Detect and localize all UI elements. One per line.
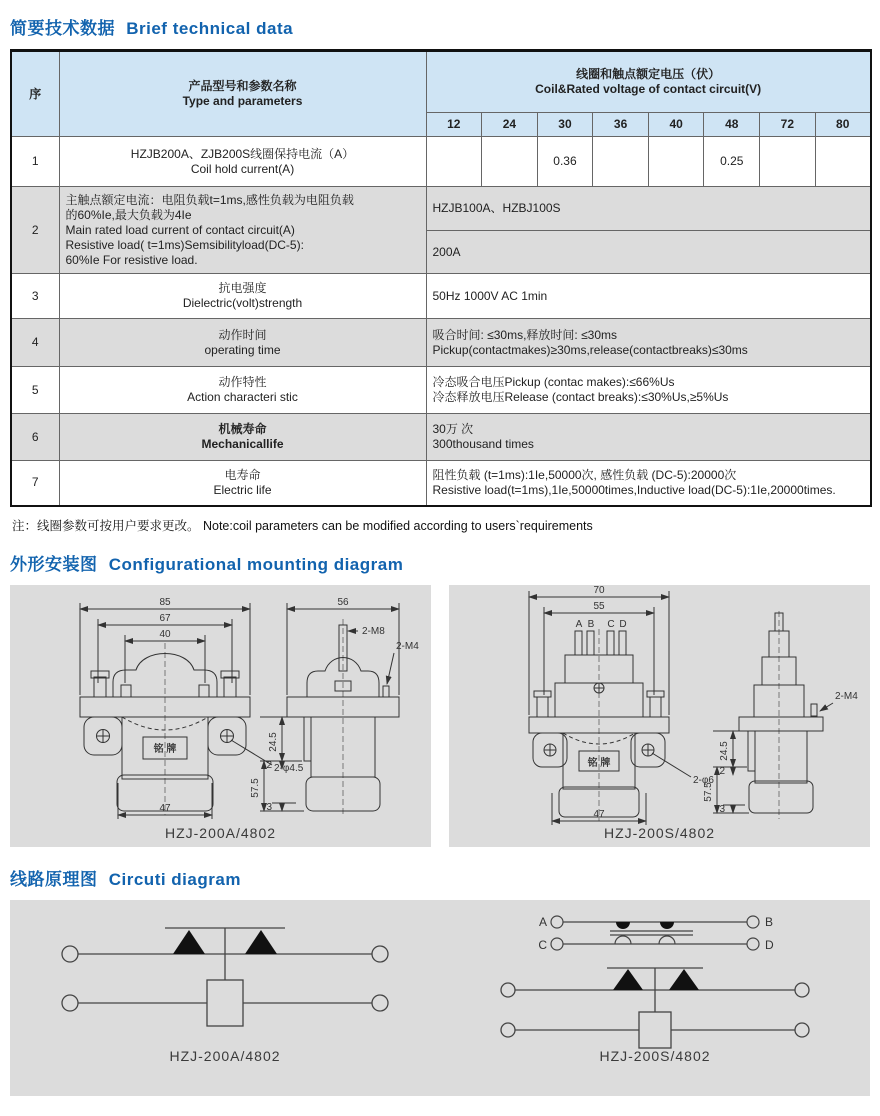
value-line: 30万 次 xyxy=(432,422,474,436)
mounting-drawing-hzj200a xyxy=(10,585,431,821)
mounting-title-zh: 外形安装图 xyxy=(10,554,98,574)
value-line: 冷态释放电压Release (contact breaks):≤30%Us,≥5%Us xyxy=(432,390,729,404)
value-cell xyxy=(426,461,871,506)
voltage-group-header-zh: 线圈和触点额定电压（伏） xyxy=(576,67,721,81)
parameter-name-cell xyxy=(59,414,426,461)
dim-56: 56 xyxy=(337,596,349,608)
parameter-name-en: Resistive load( t=1ms)Semsibilityload(DC-5): xyxy=(65,237,304,252)
row-number: 4 xyxy=(11,319,59,367)
table-row xyxy=(11,137,871,187)
value-cell: 50Hz 1000V AC 1min xyxy=(426,274,871,319)
dim-40: 40 xyxy=(159,628,171,640)
seq-column-header: 序 xyxy=(11,51,59,137)
dim-3: 3 xyxy=(266,801,272,813)
voltage-header-cell: 36 xyxy=(593,113,649,137)
row-number: 6 xyxy=(11,414,59,461)
terminal-b-label: B xyxy=(765,914,774,929)
parameter-name-zh: 机械寿命 xyxy=(218,422,267,436)
nameplate-text: 铭 牌 xyxy=(587,757,611,769)
row-number: 3 xyxy=(11,274,59,319)
brief-data-title xyxy=(10,14,870,39)
value-line: 阻性负载 (t=1ms):1Ie,50000次, 感性负载 (DC-5):20000次 xyxy=(432,467,737,482)
mounting-drawing-hzj200s xyxy=(449,585,870,827)
brief-data-title-zh: 简要技术数据 xyxy=(10,19,115,38)
parameter-name-en: Action characteri stic xyxy=(187,390,298,404)
aux-contact-dots xyxy=(616,922,674,929)
voltage-group-header xyxy=(426,51,871,113)
voltage-header-cell: 40 xyxy=(648,113,704,137)
value-cell xyxy=(426,414,871,461)
parameter-name-en: 60%Ie For resistive load. xyxy=(65,252,198,267)
parameter-name-zh: 主触点额定电流：电阻负载t=1ms,感性负载为电阻负载 xyxy=(65,192,354,207)
voltage-header-cell: 80 xyxy=(815,113,871,137)
terminal-a-label: A xyxy=(538,914,547,929)
value-line: Pickup(contactmakes)≥30ms,release(contactbreaks)≤30ms xyxy=(432,342,748,357)
parameter-name-cell xyxy=(59,187,426,274)
table-row xyxy=(11,461,871,506)
dim-24_5: 24.5 xyxy=(268,731,279,752)
table-footnote: 注：线圈参数可按用户要求更改。 Note:coil parameters can be modified according to users`requirements xyxy=(12,518,593,533)
circuit-title-en: Circuti diagram xyxy=(108,869,241,889)
screw-callout-2m4: 2-M4 xyxy=(835,690,858,702)
parameter-name-en: Dielectric(volt)strength xyxy=(182,296,303,310)
dim-3: 3 xyxy=(719,803,725,815)
front-view-dimensions xyxy=(80,603,272,819)
dim-57_5: 57.5 xyxy=(703,781,714,802)
parameter-name-cell xyxy=(59,137,426,187)
value-cell xyxy=(426,367,871,414)
brief-data-title-en: Brief technical data xyxy=(126,19,294,38)
voltage-header-cell: 72 xyxy=(760,113,816,137)
table-row xyxy=(11,414,871,461)
table-row xyxy=(11,187,871,231)
parameter-name-zh: HZJB200A、ZJB200S线圈保持电流（A） xyxy=(130,146,355,161)
screw-callout-2m4: 2-M4 xyxy=(396,640,419,652)
parameter-name-en: Mechanicallife xyxy=(201,437,284,451)
value-line: 冷态吸合电压Pickup (contac makes):≤66%Us xyxy=(432,375,675,389)
value-cell xyxy=(426,319,871,367)
mounting-panel-hzj200a xyxy=(10,585,431,847)
aux-contact-lines xyxy=(551,916,759,950)
circuit-drawing-hzj200a xyxy=(25,910,425,1050)
dim-24_5: 24.5 xyxy=(719,740,730,761)
side-view-dimensions xyxy=(713,703,833,813)
row-number: 2 xyxy=(11,187,59,274)
dim-2: 2 xyxy=(719,765,725,777)
value-cell: 200A xyxy=(426,231,871,274)
dim-47: 47 xyxy=(159,802,171,814)
terminal-d-label: D xyxy=(619,618,627,630)
type-column-header-en: Type and parameters xyxy=(182,94,303,108)
circuit-title xyxy=(10,865,870,890)
parameter-name-cell xyxy=(59,461,426,506)
terminal-c-label: C xyxy=(607,618,615,630)
dim-85: 85 xyxy=(159,596,171,608)
voltage-header-cell: 48 xyxy=(704,113,760,137)
value-cell xyxy=(593,137,649,187)
row-number: 1 xyxy=(11,137,59,187)
dim-67: 67 xyxy=(159,612,171,624)
circuit-figure-hzj200s xyxy=(440,900,870,1096)
brief-technical-table xyxy=(10,49,872,507)
value-cell xyxy=(648,137,704,187)
voltage-header-cell: 24 xyxy=(482,113,538,137)
parameter-name-zh: 动作时间 xyxy=(218,327,267,342)
value-cell: 0.25 xyxy=(704,137,760,187)
value-cell xyxy=(482,137,538,187)
value-line: 吸合时间: ≤30ms,释放时间: ≤30ms xyxy=(432,327,618,342)
mounting-panel-hzj200s xyxy=(449,585,870,847)
table-row xyxy=(11,319,871,367)
mounting-label-hzj200s: HZJ-200S/4802 xyxy=(603,824,716,841)
mounting-title xyxy=(10,550,870,575)
value-cell xyxy=(815,137,871,187)
circuit-panel xyxy=(10,900,870,1096)
type-column-header-zh: 产品型号和参数名称 xyxy=(188,79,297,93)
stud-callout-2m8: 2-M8 xyxy=(362,625,385,637)
value-cell xyxy=(426,137,482,187)
hole-callout: 2-φ6 xyxy=(693,774,714,786)
voltage-header-cell: 30 xyxy=(537,113,593,137)
dim-47: 47 xyxy=(593,808,605,820)
circuit-lines xyxy=(501,968,809,1048)
parameter-name-zh: 电寿命 xyxy=(224,467,261,482)
mounting-title-en: Configurational mounting diagram xyxy=(108,554,404,574)
parameter-name-en: operating time xyxy=(204,342,281,357)
parameter-name-en: Main rated load current of contact circuit(A) xyxy=(65,222,295,237)
parameter-name-zh: 的60%Ie,最大负载为4Ie xyxy=(65,207,192,222)
parameter-name-zh: 动作特性 xyxy=(218,375,267,389)
circuit-figure-hzj200a xyxy=(10,900,440,1096)
hole-callout: 2-φ4.5 xyxy=(274,762,304,774)
dim-70: 70 xyxy=(593,584,605,596)
dim-57_5: 57.5 xyxy=(250,777,261,798)
circuit-label-hzj200s: HZJ-200S/4802 xyxy=(599,1047,711,1064)
parameter-name-cell xyxy=(59,367,426,414)
value-cell: 0.36 xyxy=(537,137,593,187)
terminal-a-label: A xyxy=(575,618,583,630)
value-line: 300thousand times xyxy=(432,437,534,451)
terminal-c-label: C xyxy=(538,937,547,952)
circuit-title-zh: 线路原理图 xyxy=(10,869,98,889)
mounting-label-hzj200a: HZJ-200A/4802 xyxy=(164,824,277,841)
value-line: Resistive load(t=1ms),1Ie,50000times,Inductive load(DC-5):1Ie,20000times. xyxy=(432,482,836,497)
table-row xyxy=(11,274,871,319)
parameter-name-cell xyxy=(59,319,426,367)
value-cell: HZJB100A、HZBJ100S xyxy=(426,187,871,231)
dim-2: 2 xyxy=(266,759,272,771)
contact-triangles xyxy=(613,969,699,990)
row-number: 7 xyxy=(11,461,59,506)
front-view-outline xyxy=(80,643,250,815)
dim-55: 55 xyxy=(593,600,605,612)
circuit-label-hzj200a: HZJ-200A/4802 xyxy=(169,1047,281,1064)
parameter-name-en: Electric life xyxy=(213,482,272,497)
nameplate-text: 铭 牌 xyxy=(153,743,177,755)
circuit-lines xyxy=(62,928,388,1026)
circuit-drawing-hzj200s xyxy=(455,910,855,1050)
parameter-name-en: Coil hold current(A) xyxy=(190,161,295,176)
voltage-group-header-en: Coil&Rated voltage of contact circuit(V) xyxy=(535,82,762,96)
value-cell xyxy=(760,137,816,187)
terminal-d-label: D xyxy=(765,937,774,952)
table-row xyxy=(11,367,871,414)
type-column-header xyxy=(59,51,426,137)
parameter-name-cell xyxy=(59,274,426,319)
parameter-name-zh: 抗电强度 xyxy=(218,281,267,295)
terminal-b-label: B xyxy=(587,618,595,630)
front-view-outline xyxy=(529,629,669,821)
row-number: 5 xyxy=(11,367,59,414)
voltage-header-cell: 12 xyxy=(426,113,482,137)
side-view-outline xyxy=(739,611,823,819)
